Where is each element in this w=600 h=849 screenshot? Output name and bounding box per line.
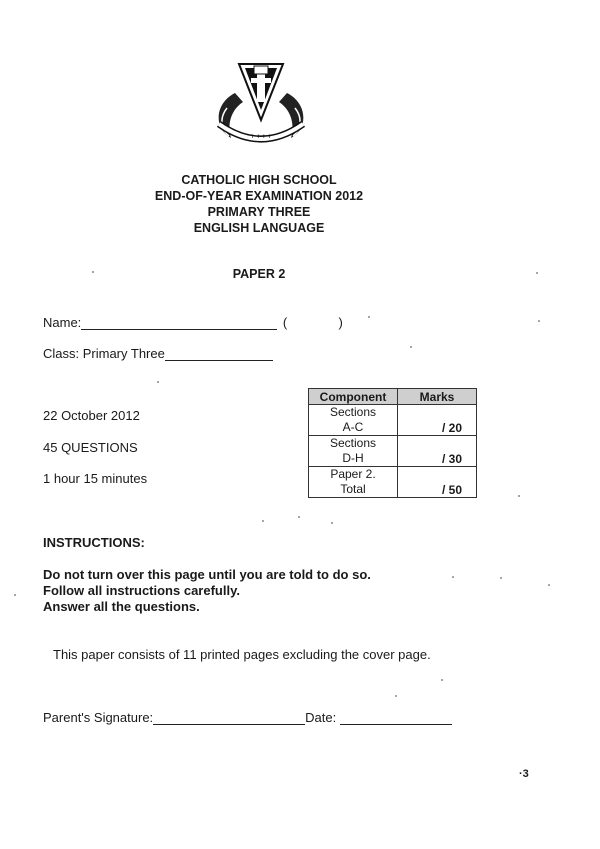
name-open-paren: ( [282,315,288,330]
signature-row [43,710,452,725]
component-line-1: Paper 2. [330,467,376,481]
class-line[interactable] [165,360,273,361]
row-marks: / 50 [398,467,477,498]
table-row [309,467,477,498]
component-line-1: Sections [329,405,377,419]
component-line-2: A-C [342,420,364,434]
date-line[interactable] [340,724,452,725]
component-line-1: Sections [329,436,377,450]
header-component: Component [309,389,398,405]
class-label: Class: Primary Three [43,346,165,361]
name-close-paren: ) [338,315,343,330]
duration: 1 hour 15 minutes [43,471,148,486]
row-component [309,436,398,467]
component-line-2: Total [340,482,366,496]
table-row [309,405,477,436]
instruction-item: Answer all the questions. [43,599,200,614]
table-row [309,436,477,467]
question-count: 45 QUESTIONS [43,440,138,455]
exam-date: 22 October 2012 [43,408,140,423]
subject-title: ENGLISH LANGUAGE [193,221,325,235]
svg-text:✝ ✝ ✝ ✝: ✝ ✝ ✝ ✝ [250,134,272,140]
parent-signature-label: Parent's Signature: [43,710,154,725]
component-line-2: D-H [342,451,364,465]
marks-table-header [309,389,477,405]
header-marks: Marks [398,389,477,405]
exam-header [0,172,518,236]
paper-number: PAPER 2 [232,267,286,281]
class-field[interactable] [43,346,273,361]
school-name: CATHOLIC HIGH SCHOOL [181,173,337,187]
row-marks: / 20 [398,405,477,436]
instructions-heading: INSTRUCTIONS: [43,535,145,550]
row-component [309,467,398,498]
page-mark: ·3 [519,768,529,780]
exam-title: END-OF-YEAR EXAMINATION 2012 [154,189,364,203]
row-component [309,405,398,436]
school-crest [205,58,317,150]
page-count-note: This paper consists of 11 printed pages excluding the cover page. [53,647,431,662]
instruction-item: Follow all instructions carefully. [43,583,240,598]
parent-signature-line[interactable] [153,724,305,725]
name-field[interactable] [43,315,343,330]
date-label: Date: [305,710,337,725]
marks-table [308,388,477,498]
instructions-list [43,567,371,615]
row-marks: / 30 [398,436,477,467]
name-label: Name: [43,315,82,330]
level-title: PRIMARY THREE [207,205,311,219]
instruction-item: Do not turn over this page until you are told to do so. [43,567,371,582]
marks-table-wrap [308,388,477,498]
name-line[interactable] [81,329,277,330]
